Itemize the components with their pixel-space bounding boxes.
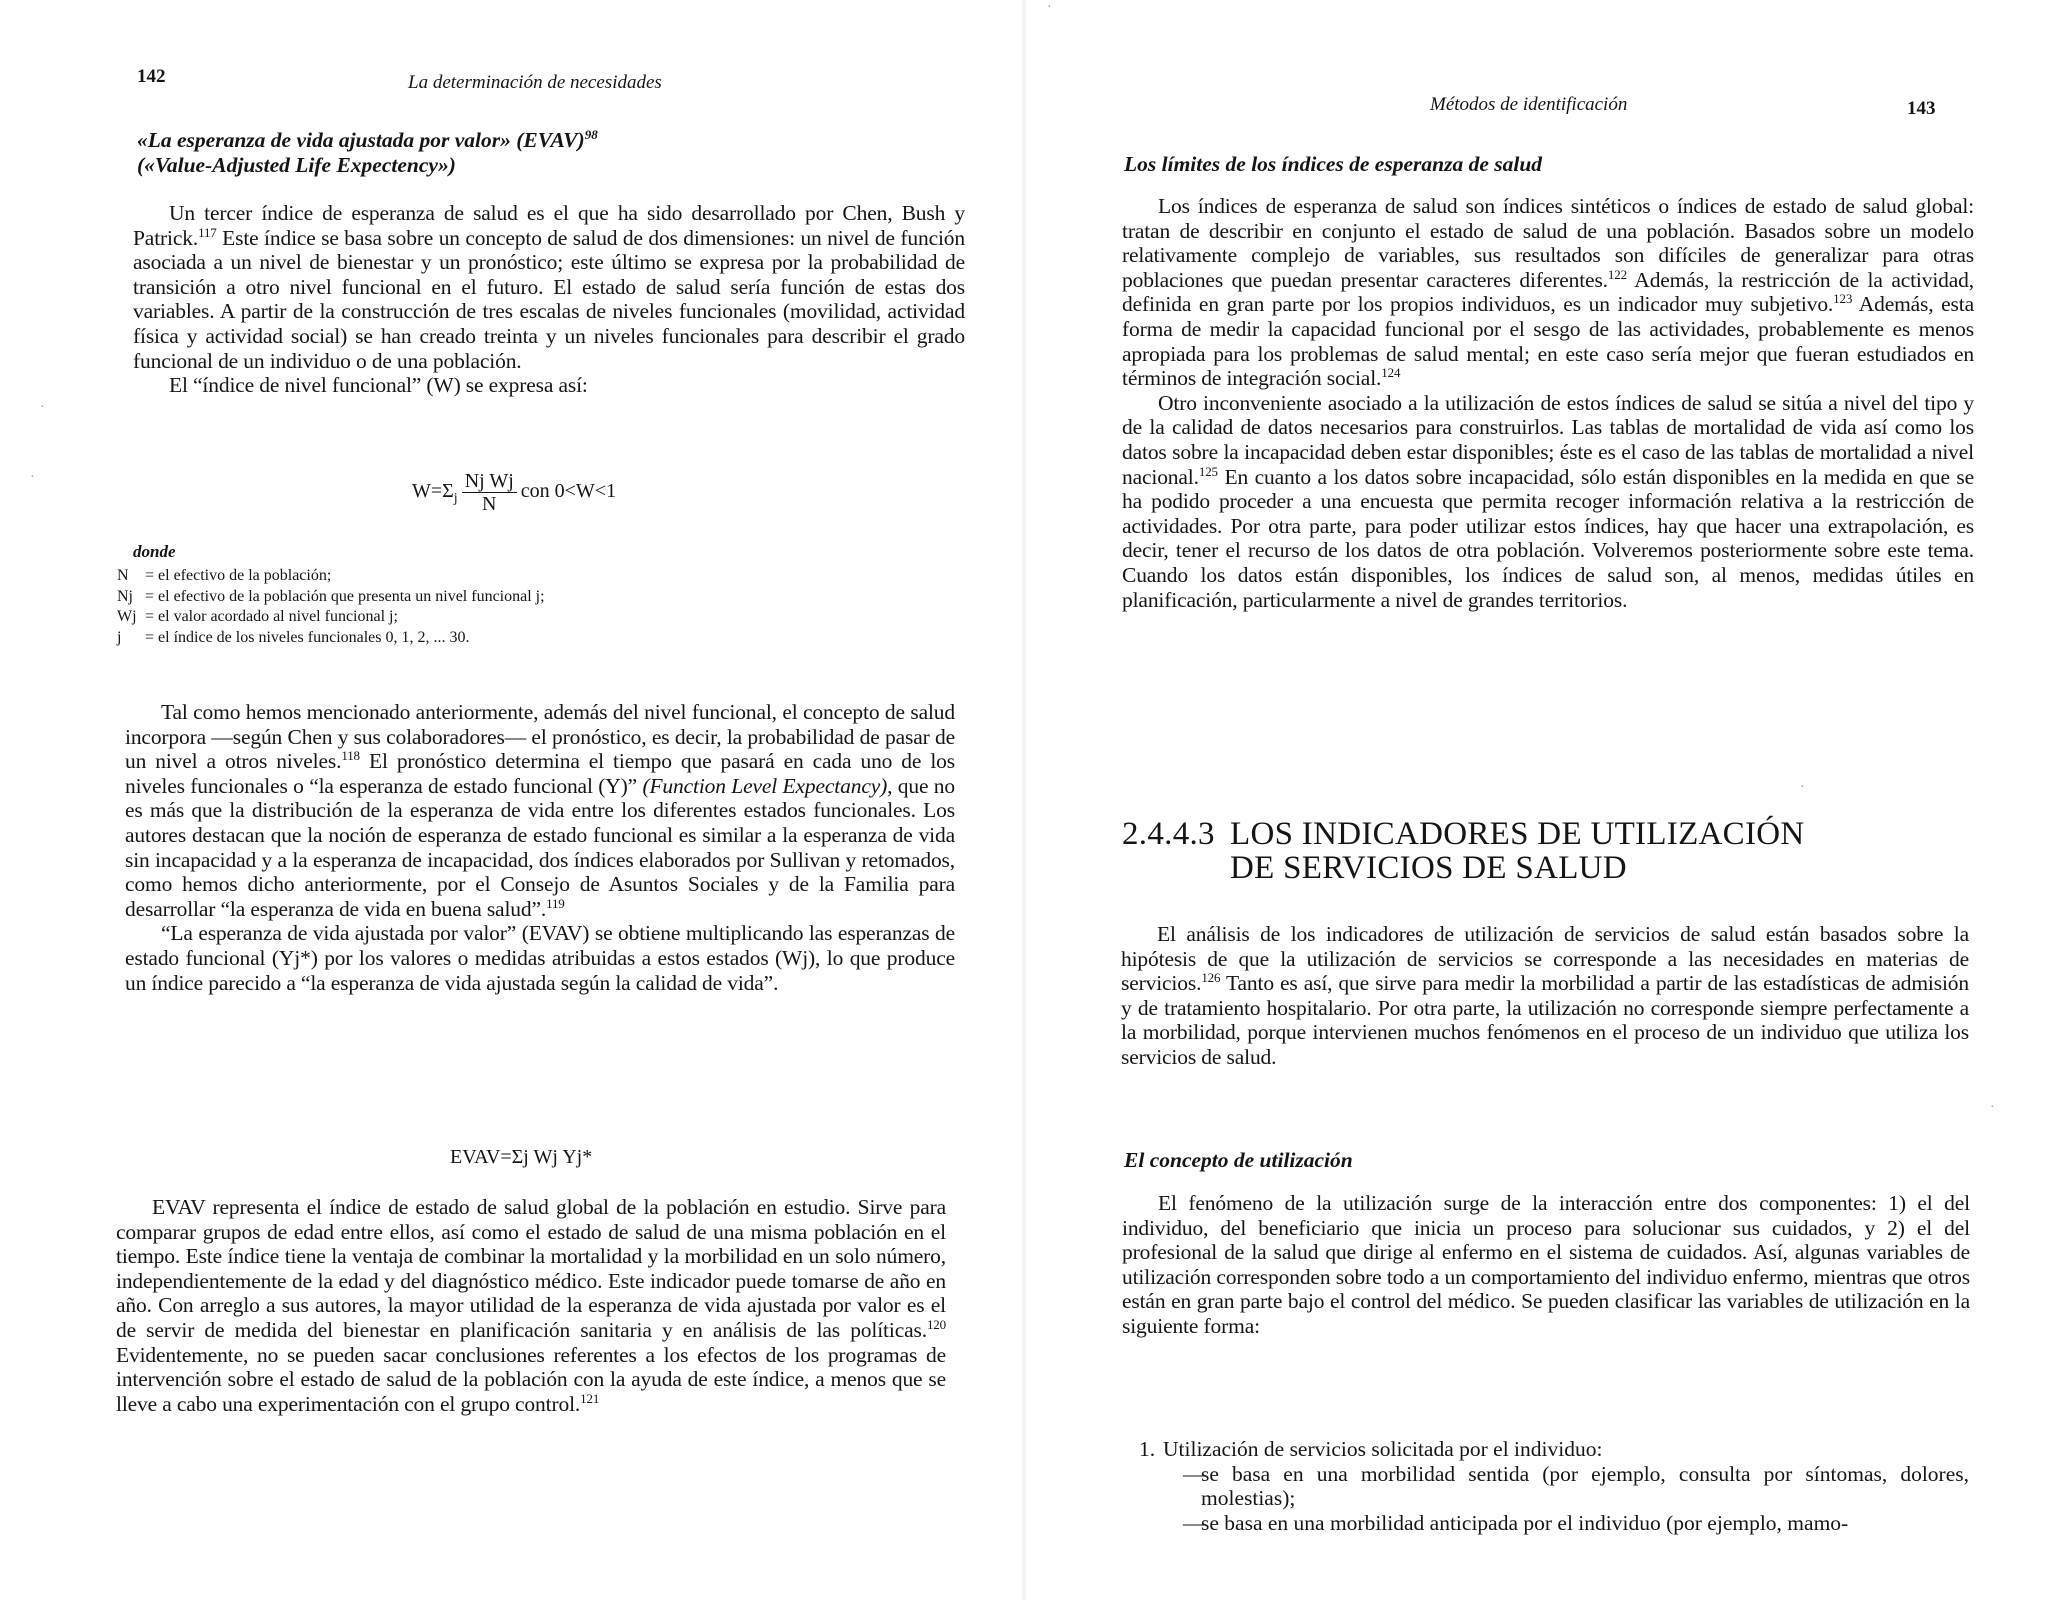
- formula-evav: EVAV=Σj Wj Yj*: [450, 1146, 593, 1168]
- paragraph: “La esperanza de vida ajustada por valor” (EVAV) se obtiene multiplicando las esperanzas de estado funcional (Yj*) por los valores o medidas atribuidas a estos estados (Wj), lo que produce un índice parecido a “la esperanza de vida ajustada según la calidad de vida”.: [125, 921, 955, 995]
- definition-symbol: N: [117, 567, 129, 584]
- definition-row: [117, 607, 757, 628]
- section-number: 2.4.4.3: [1122, 816, 1215, 852]
- utilization-list: [1139, 1437, 1969, 1535]
- body-text-block-2: [125, 700, 955, 995]
- definitions-list: [117, 566, 757, 648]
- right-page: [1024, 0, 2048, 1600]
- paragraph: Los índices de esperanza de salud son índices sintéticos o índices de estado de salud global: tratan de describir en conjunto el estado de salud de una población. Basados sobre un modelo relativamente complejo de variables, sus resultados son difíciles de generalizar para otras poblaciones que puedan presentar caracteres diferentes.$^{122}$ Además, la restricción de la actividad, definida en gran parte por los propios individuos, es un indicador muy subjetivo.$^{123}$ Además, esta forma de medir la capacidad funcional por el sesgo de las actividades, probablemente es menos apropiada para los problemas de salud mental; en este caso sería mejor que fueran estudiados en términos de integración social.$^{124}$: [1122, 194, 1974, 391]
- scan-speck: ·: [1800, 780, 1805, 795]
- paragraph: El análisis de los indicadores de utilización de servicios de salud están basados sobre la hipótesis de que la utilización de servicios se corresponde a las necesidades en materias de servicios.$^{126}$ Tanto es así, que sirve para medir la morbilidad a partir de las estadísticas de admisión y de tratamiento hospitalario. Por otra parte, la utilización no corresponde siempre perfectamente a la morbilidad, porque intervienen muchos fenómenos en el proceso de un individuo que utiliza los servicios de salud.: [1121, 922, 1969, 1069]
- subsection-heading: El concepto de utilización: [1124, 1148, 1353, 1172]
- scan-speck: ·: [40, 400, 45, 415]
- list-item: 1. Utilización de servicios solicitada por el individuo:: [1139, 1437, 1603, 1461]
- section-title: [137, 128, 737, 178]
- section-heading: [1122, 818, 1822, 888]
- scan-speck: ·: [1047, 0, 1052, 15]
- footnote-ref: 122: [1607, 266, 1627, 282]
- title-line-1: «La esperanza de vida ajustada por valor» (EVAV): [137, 128, 585, 152]
- definition-text: = el valor acordado al nivel funcional j;: [145, 608, 398, 625]
- section-title-line-1: LOS INDICADORES DE UTILIZACIÓN: [1230, 816, 1805, 852]
- paragraph: Otro inconveniente asociado a la utilización de estos índices de salud se sitúa a nivel del tipo y de la calidad de datos necesarios para construirlos. Las tablas de mortalidad de vida así como los datos sobre la incapacidad deben estar disponibles; éste es el caso de las tablas de mortalidad a nivel nacional.$^{125}$ En cuanto a los datos sobre incapacidad, sólo están disponibles en la medida en que se ha podido proceder a una encuesta que permita recoger información relativa a la restricción de actividades. Por otra parte, para poder utilizar estos índices, hay que hacer una extrapolación, es decir, tener el recurso de los datos de otra población. Volveremos posteriormente sobre este tema. Cuando los datos están disponibles, los índices de salud son, al menos, medidas útiles en planificación, particularmente a nivel de grandes territorios.: [1122, 390, 1974, 612]
- footnote-ref: 117: [198, 224, 217, 240]
- body-text-block-4: [1122, 194, 1974, 612]
- title-line-2: («Value-Adjusted Life Expectency»): [137, 153, 456, 177]
- paragraph: Un tercer índice de esperanza de salud es el que ha sido desarrollado por Chen, Bush y Patrick.$^{117}$ Este índice se basa sobre un concepto de salud de dos dimensiones: un nivel de función asociada a un nivel de bienestar y un pronóstico; este último se expresa por la probabilidad de transición a otro nivel funcional en el futuro. El estado de salud sería función de estas dos variables. A partir de la construcción de tres escalas de niveles funcionales (movilidad, actividad física y actividad social) se han creado treinta y un niveles funcionales para describir el grado funcional de un individuo o de una población.: [133, 201, 965, 373]
- definition-row: [117, 587, 757, 608]
- paragraph: El “índice de nivel funcional” (W) se expresa así:: [169, 373, 588, 398]
- footnote-ref: 118: [341, 748, 360, 764]
- page-number: 142: [137, 66, 166, 87]
- subsection-heading: Los límites de los índices de esperanza de salud: [1124, 152, 1543, 176]
- paragraph: EVAV representa el índice de estado de salud global de la población en estudio. Sirve para comparar grupos de edad entre ellos, así como el estado de salud de una misma población en el tiempo. Este índice tiene la ventaja de combinar la mortalidad y la morbilidad en un solo número, independientemente de la edad y del diagnóstico médico. Este indicador puede tomarse de año en año. Con arreglo a sus autores, la mayor utilidad de la esperanza de vida ajustada por valor es el de servir de medida del bienestar en planificación sanitaria y en análisis de las políticas.$^{120}$ Evidentemente, no se pueden sacar conclusiones referentes a los efectos de los programas de intervención sobre el estado de salud de la población con la ayuda de este índice, a menos que se lleve a cabo una experimentación con el grupo control.$^{121}$: [116, 1195, 946, 1416]
- paragraph: El fenómeno de la utilización surge de la interacción entre dos componentes: 1) el del individuo, del beneficiario que inicia un proceso para solucionar sus cuidados, y 2) el del profesional de la salud que dirige al enfermo en el sistema de cuidados. Así, algunas variables de utilización corresponden sobre todo a un comportamiento del individuo enfermo, mientras que otros están en gran parte bajo el control del médico. Se pueden clasificar las variables de utilización en la siguiente forma:: [1122, 1191, 1970, 1338]
- definition-text: = el efectivo de la población que presenta un nivel funcional j;: [145, 587, 545, 605]
- body-text-block-3: [116, 1195, 946, 1416]
- definition-symbol: j: [117, 628, 122, 646]
- running-head: La determinación de necesidades: [408, 72, 662, 93]
- paragraph: Tal como hemos mencionado anteriormente, además del nivel funcional, el concepto de salud incorpora —según Chen y sus colaboradores— el pronóstico, es decir, la probabilidad de pasar de un nivel a otros niveles.$^{118}$ El pronóstico determina el tiempo que pasará en cada uno de los niveles funcionales o “la esperanza de estado funcional (Y)” (Function Level Expectancy), que no es más que la distribución de la esperanza de vida entre los diferentes estados funcionales. Los autores destacan que la noción de esperanza de estado funcional es similar a la esperanza de vida sin incapacidad y a la esperanza de incapacidad, dos índices elaborados por Sullivan y retomados, como hemos dicho anteriormente, por el Consejo de Asuntos Sociales y de la Familia para desarrollar “la esperanza de vida en buena salud”.$^{119}$: [125, 700, 956, 921]
- body-text-block-5: [1121, 922, 1969, 1070]
- footnote-ref: 121: [580, 1390, 600, 1406]
- section-title-line-2: DE SERVICIOS DE SALUD: [1230, 850, 1627, 886]
- footnote-ref: 123: [1833, 291, 1853, 307]
- definition-symbol: Wj: [117, 608, 137, 625]
- definition-text: = el índice de los niveles funcionales 0, 1, 2, ... 30.: [145, 628, 470, 646]
- scan-speck: ·: [1990, 1100, 1995, 1115]
- page-number: 143: [1907, 98, 1936, 119]
- footnote-ref: 120: [926, 1316, 946, 1332]
- definition-row: [117, 628, 757, 649]
- footnote-ref: 125: [1198, 463, 1218, 479]
- fraction: $\frac{\text{Nj Wj}}{N}$: [462, 470, 517, 515]
- footnote-ref: 126: [1201, 970, 1221, 986]
- where-label: donde: [133, 542, 176, 561]
- scan-speck: ·: [30, 470, 35, 485]
- footnote-ref: 98: [584, 126, 598, 142]
- definition-row: [117, 566, 757, 587]
- formula-w: $W=\Sigma_j$ $\frac{\text{Nj Wj}}{N}$ con 0<W<1: [412, 470, 617, 515]
- running-head: Métodos de identificación: [1430, 94, 1628, 115]
- definition-text: = el efectivo de la población;: [145, 567, 332, 584]
- footnote-ref: 119: [546, 895, 565, 911]
- body-text-block-1: [133, 201, 965, 398]
- body-text-block-6: [1122, 1191, 1970, 1339]
- list-subitem: — se basa en una morbilidad sentida (por ejemplo, consulta por síntomas, dolores, molestias);: [1183, 1461, 1969, 1511]
- definition-symbol: Nj: [117, 587, 133, 605]
- footnote-ref: 124: [1381, 365, 1401, 380]
- list-subitem: — se basa en una morbilidad anticipada por el individuo (por ejemplo, mamo-: [1183, 1510, 1849, 1535]
